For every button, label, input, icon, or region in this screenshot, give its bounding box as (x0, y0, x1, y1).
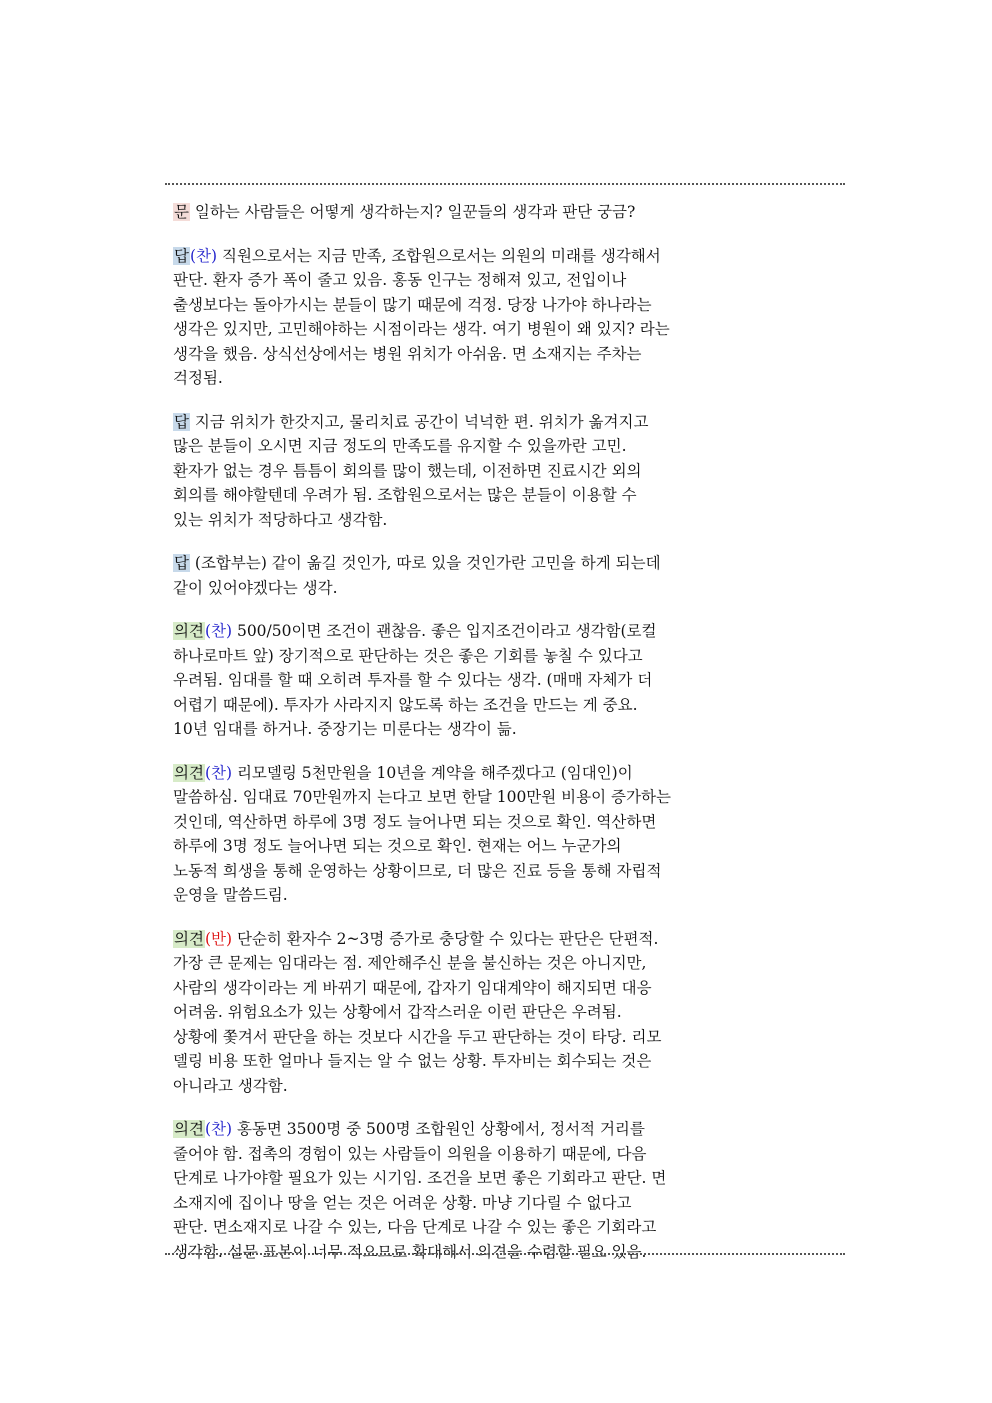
entry-line (173, 1025, 838, 1050)
top-dotted-divider (165, 183, 845, 185)
entry-text: 어려움. 위험요소가 있는 상황에서 갑작스러운 이런 판단은 우려됨. (173, 1003, 622, 1021)
entry-text: 어렵기 때문에). 투자가 사라지지 않도록 하는 조건을 만드는 게 중요. (173, 695, 638, 714)
speaker-tag: 답 (174, 412, 189, 431)
entry-text: 홍동면 3500명 중 500명 조합원인 상황에서, 정서적 거리를 (232, 1120, 645, 1138)
entry-line (173, 927, 838, 952)
entry-line (173, 883, 838, 908)
entry-text: 줄어야 함. 접촉의 경험이 있는 사람들이 의원을 이용하기 때문에, 다음 (173, 1144, 647, 1163)
stance-badge: (찬) (204, 763, 233, 782)
entry-text: 출생보다는 돌아가시는 분들이 많기 때문에 걱정. 당장 나가야 하나라는 (173, 295, 652, 314)
entry-line (173, 668, 838, 693)
entry-line (173, 810, 838, 835)
entry-text: 하루에 3명 정도 늘어나면 되는 것으로 확인. 현재는 어느 누군가의 (173, 837, 622, 855)
minutes-entry (173, 200, 838, 225)
entry-text: 회의를 해야할텐데 우려가 됨. 조합원으로서는 많은 분들이 이용할 수 (173, 486, 637, 504)
speaker-tag: 의견 (174, 763, 204, 782)
minutes-entry (173, 1117, 838, 1264)
entry-text: 노동적 희생을 통해 운영하는 상황이므로, 더 많은 진료 등을 통해 자립적 (173, 861, 662, 880)
entry-text: 아니라고 생각함. (173, 1076, 288, 1095)
entry-line (173, 410, 838, 435)
stance-badge: (찬) (204, 622, 233, 640)
entry-text: 소재지에 집이나 땅을 얻는 것은 어려운 상황. 마냥 기다릴 수 없다고 (173, 1193, 632, 1212)
entry-text: 단순히 환자수 2~3명 증가로 충당할 수 있다는 판단은 단편적. (232, 929, 659, 948)
entry-line (173, 644, 838, 669)
entry-text: 하나로마트 앞) 장기적으로 판단하는 것은 좋은 기회를 놓칠 수 있다고 (173, 646, 643, 665)
entry-text: 500/50이면 조건이 괜찮음. 좋은 입지조건이라고 생각함(로컬 (232, 622, 657, 640)
minutes-body (173, 200, 838, 1283)
entry-line (173, 761, 838, 786)
entry-line (173, 342, 838, 367)
speaker-tag: 답 (174, 246, 189, 265)
speaker-tag: 문 (174, 203, 189, 221)
entry-text: 생각을 했음. 상식선상에서는 병원 위치가 아쉬움. 면 소재지는 주차는 (173, 344, 642, 363)
entry-line (173, 1166, 838, 1191)
entry-text: 상황에 쫓겨서 판단을 하는 것보다 시간을 두고 판단하는 것이 타당. 리모 (173, 1027, 662, 1046)
entry-text: 같이 있어야겠다는 생각. (173, 578, 338, 597)
entry-text: 말씀하심. 임대료 70만원까지 는다고 보면 한달 100만원 비용이 증가하는 (173, 788, 671, 806)
entry-line (173, 576, 838, 601)
entry-line (173, 717, 838, 742)
entry-line (173, 1000, 838, 1025)
entry-line (173, 951, 838, 976)
entry-line (173, 317, 838, 342)
entry-text: 직원으로서는 지금 만족, 조합원으로서는 의원의 미래를 생각해서 (217, 246, 661, 265)
speaker-tag: 의견 (174, 622, 204, 640)
entry-line (173, 1215, 838, 1240)
stance-badge: (찬) (204, 1120, 233, 1138)
entry-text: 단계로 나가야할 필요가 있는 시기임. 조건을 보면 좋은 기회라고 판단. 면 (173, 1169, 667, 1187)
entry-text: 10년 임대를 하거나. 중장기는 미룬다는 생각이 듦. (173, 720, 517, 738)
entry-line (173, 268, 838, 293)
entry-line (173, 785, 838, 810)
entry-line (173, 508, 838, 533)
entry-text: 많은 분들이 오시면 지금 정도의 만족도를 유지할 수 있을까란 고민. (173, 437, 627, 455)
minutes-entry (173, 619, 838, 742)
entry-line (173, 693, 838, 718)
entry-text: 리모델링 5천만원을 10년을 계약을 해주겠다고 (임대인)이 (232, 763, 633, 782)
entry-text: 걱정됨. (173, 369, 223, 387)
minutes-entry (173, 551, 838, 600)
bottom-dotted-divider (165, 1253, 845, 1255)
entry-line (173, 366, 838, 391)
entry-line (173, 551, 838, 576)
entry-text: 가장 큰 문제는 임대라는 점. 제안해주신 분을 불신하는 것은 아니지만, (173, 954, 647, 972)
entry-line (173, 483, 838, 508)
entry-line (173, 1240, 838, 1265)
entry-text: 일하는 사람들은 어떻게 생각하는지? 일꾼들의 생각과 판단 궁금? (189, 203, 636, 221)
entry-text: 생각은 있지만, 고민해야하는 시점이라는 생각. 여기 병원이 왜 있지? 라는 (173, 320, 670, 338)
entry-text: 델링 비용 또한 얼마나 들지는 알 수 없는 상황. 투자비는 회수되는 것은 (173, 1052, 652, 1070)
speaker-tag: 의견 (174, 1120, 204, 1138)
entry-line (173, 859, 838, 884)
entry-line (173, 1049, 838, 1074)
minutes-entry (173, 410, 838, 533)
entry-text: 지금 위치가 한갓지고, 물리치료 공간이 넉넉한 편. 위치가 옮겨지고 (189, 412, 649, 431)
entry-line (173, 976, 838, 1001)
entry-text: 판단. 면소재지로 나갈 수 있는, 다음 단계로 나갈 수 있는 좋은 기회라고 (173, 1218, 657, 1236)
entry-text: 생각함. 설문 표본이 너무 적으므로 확대해서 의견을 수렴할 필요 있음. (173, 1242, 647, 1261)
entry-line (173, 834, 838, 859)
minutes-entry (173, 761, 838, 908)
speaker-tag: 답 (174, 554, 189, 572)
stance-badge: (찬) (189, 246, 218, 265)
entry-text: 환자가 없는 경우 틈틈이 회의를 많이 했는데, 이전하면 진료시간 외의 (173, 461, 642, 480)
entry-line (173, 1191, 838, 1216)
entry-text: 사람의 생각이라는 게 바뀌기 때문에, 갑자기 임대계약이 해지되면 대응 (173, 978, 652, 997)
entry-line (173, 293, 838, 318)
entry-line (173, 200, 838, 225)
entry-line (173, 244, 838, 269)
entry-line (173, 1074, 838, 1099)
minutes-entry (173, 244, 838, 391)
entry-line (173, 619, 838, 644)
entry-text: (조합부는) 같이 옮길 것인가, 따로 있을 것인가란 고민을 하게 되는데 (189, 554, 661, 572)
entry-line (173, 459, 838, 484)
stance-badge: (반) (204, 929, 233, 948)
entry-line (173, 1142, 838, 1167)
entry-text: 우려됨. 임대를 할 때 오히려 투자를 할 수 있다는 생각. (매매 자체가 더 (173, 671, 653, 689)
entry-line (173, 1117, 838, 1142)
entry-text: 운영을 말씀드림. (173, 886, 288, 904)
entry-line (173, 434, 838, 459)
speaker-tag: 의견 (174, 929, 204, 948)
minutes-entry (173, 927, 838, 1099)
entry-text: 있는 위치가 적당하다고 생각함. (173, 510, 388, 529)
entry-text: 판단. 환자 증가 폭이 줄고 있음. 홍동 인구는 정해져 있고, 전입이나 (173, 271, 627, 289)
entry-text: 것인데, 역산하면 하루에 3명 정도 늘어나면 되는 것으로 확인. 역산하면 (173, 812, 657, 831)
